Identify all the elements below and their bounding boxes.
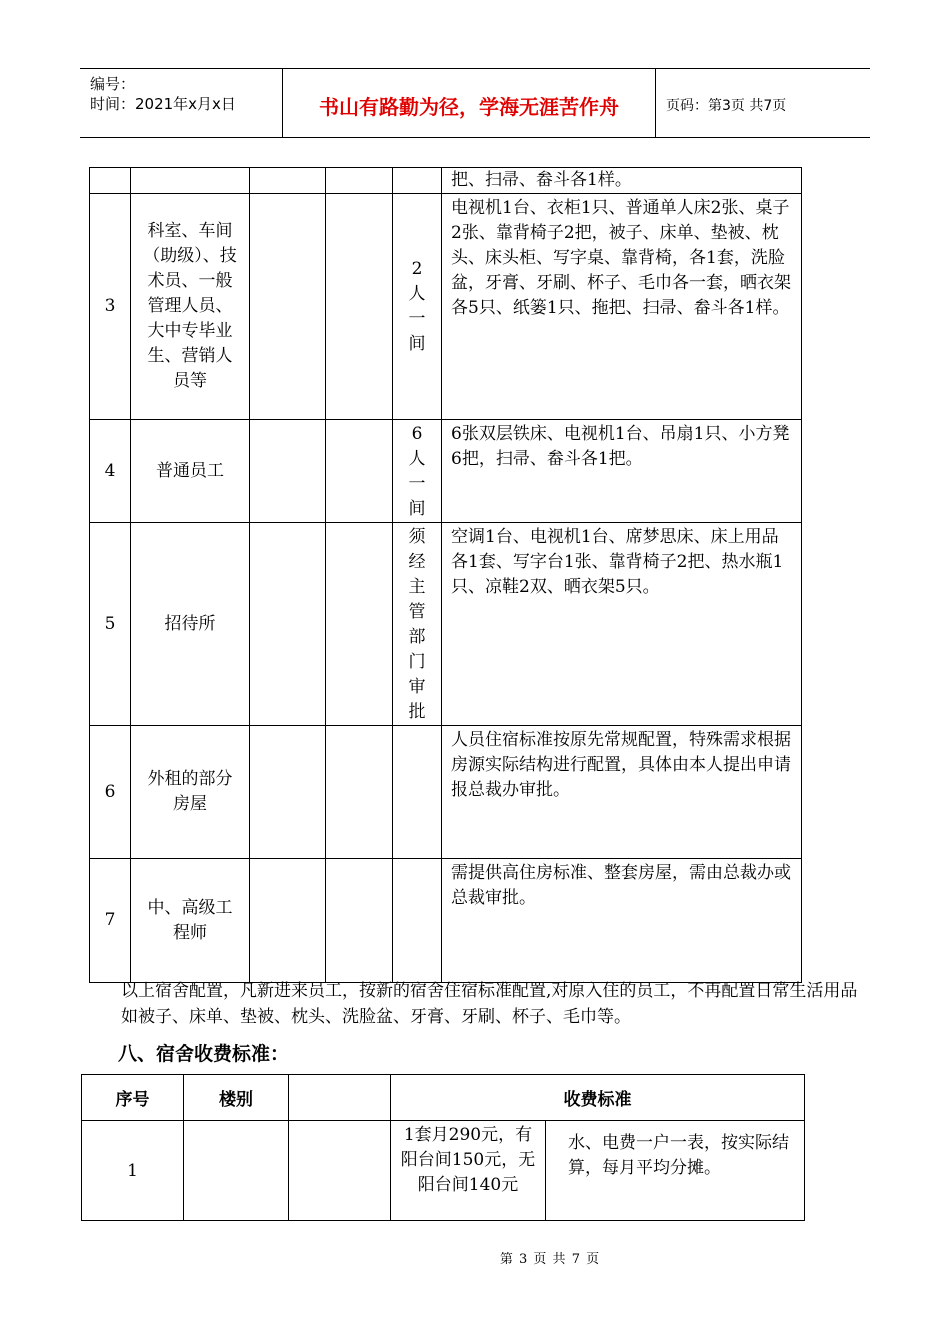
row-number: 4 bbox=[90, 420, 131, 523]
page-info: 页码：第3页 共7页 bbox=[666, 98, 787, 114]
table-row bbox=[90, 168, 802, 194]
empty-cell bbox=[250, 168, 326, 194]
table-row bbox=[90, 523, 802, 726]
empty-cell bbox=[326, 726, 393, 859]
room-standard: 6人一间 bbox=[393, 420, 442, 523]
table-row bbox=[90, 194, 802, 420]
staff-type: 科室、车间（助级）、技术员、一般管理人员、大中专毕业生、营销人员等 bbox=[131, 194, 250, 420]
empty-cell bbox=[326, 168, 393, 194]
staff-type bbox=[131, 168, 250, 194]
empty-cell bbox=[250, 523, 326, 726]
empty-cell bbox=[326, 859, 393, 983]
empty-cell bbox=[250, 194, 326, 420]
room-standard: 2人一间 bbox=[393, 194, 442, 420]
header-number: 序号 bbox=[82, 1075, 184, 1121]
facility-description: 需提供高住房标准、整套房屋，需由总裁办或总裁审批。 bbox=[442, 859, 802, 983]
staff-type: 招待所 bbox=[131, 523, 250, 726]
empty-cell bbox=[250, 420, 326, 523]
facility-description: 6张双层铁床、电视机1台、吊扇1只、小方凳6把，扫帚、畚斗各1把。 bbox=[442, 420, 802, 523]
header-building: 楼别 bbox=[184, 1075, 289, 1121]
motto: 书山有路勤为径，学海无涯苦作舟 bbox=[319, 95, 619, 119]
empty-cell bbox=[326, 523, 393, 726]
staff-type: 外租的部分房屋 bbox=[131, 726, 250, 859]
paragraph bbox=[89, 978, 869, 1030]
empty-cell bbox=[326, 194, 393, 420]
header-fee-standard: 收费标准 bbox=[391, 1075, 805, 1121]
header-empty bbox=[289, 1075, 391, 1121]
empty-cell bbox=[326, 420, 393, 523]
serial-label: 编号： bbox=[90, 75, 136, 93]
header-right bbox=[656, 69, 870, 137]
facility-description: 空调1台、电视机1台、席梦思床、床上用品各1套、写字台1张、靠背椅子2把、热水瓶1只、凉鞋2双、晒衣架5只。 bbox=[442, 523, 802, 726]
staff-type: 中、高级工程师 bbox=[131, 859, 250, 983]
row-number: 6 bbox=[90, 726, 131, 859]
row-number bbox=[90, 168, 131, 194]
paragraph-text: 以上宿舍配置，凡新进来员工，按新的宿舍住宿标准配置,对原入住的员工，不再配置日常生活用品如被子、床单、垫被、枕头、洗脸盆、牙膏、牙刷、杯子、毛巾等。 bbox=[121, 981, 858, 1027]
facility-description: 电视机1台、衣柜1只、普通单人床2张、桌子2张、靠背椅子2把，被子、床单、垫被、枕头、床头柜、写字桌、靠背椅，各1套，洗脸盆，牙膏、牙刷、杯子、毛巾各一套，晒衣架各5只、纸篓1只、拖把、扫帚、畚斗各1样。 bbox=[442, 194, 802, 420]
page-header bbox=[80, 68, 870, 138]
room-standard bbox=[393, 859, 442, 983]
building-cell bbox=[184, 1121, 289, 1221]
table-row bbox=[90, 420, 802, 523]
room-standard: 须经主管部门审批 bbox=[393, 523, 442, 726]
empty-cell bbox=[250, 859, 326, 983]
row-number: 3 bbox=[90, 194, 131, 420]
room-standard bbox=[393, 726, 442, 859]
empty-cell bbox=[250, 726, 326, 859]
row-number: 1 bbox=[82, 1121, 184, 1221]
staff-type: 普通员工 bbox=[131, 420, 250, 523]
table-header-row bbox=[82, 1075, 805, 1121]
page-footer: 第 3 页 共 7 页 bbox=[499, 1252, 601, 1267]
table-row bbox=[90, 859, 802, 983]
facility-description: 人员住宿标准按原先常规配置，特殊需求根据房源实际结构进行配置，具体由本人提出申请报总裁办审批。 bbox=[442, 726, 802, 859]
fee-table bbox=[81, 1074, 805, 1221]
header-left bbox=[80, 69, 283, 137]
row-number: 7 bbox=[90, 859, 131, 983]
section-title: 八、宿舍收费标准： bbox=[118, 1043, 290, 1065]
table-row bbox=[90, 726, 802, 859]
row-number: 5 bbox=[90, 523, 131, 726]
fee-amount: 1套月290元，有阳台间150元，无阳台间140元 bbox=[391, 1121, 546, 1221]
facility-description: 把、扫帚、畚斗各1样。 bbox=[442, 168, 802, 194]
date-line: 时间：2021年x月x日 bbox=[90, 95, 236, 113]
table-row bbox=[82, 1121, 805, 1221]
room-standard bbox=[393, 168, 442, 194]
empty-cell bbox=[289, 1121, 391, 1221]
dorm-config-table bbox=[89, 167, 802, 983]
header-middle bbox=[283, 69, 656, 137]
fee-note: 水、电费一户一表，按实际结算，每月平均分摊。 bbox=[546, 1121, 805, 1221]
